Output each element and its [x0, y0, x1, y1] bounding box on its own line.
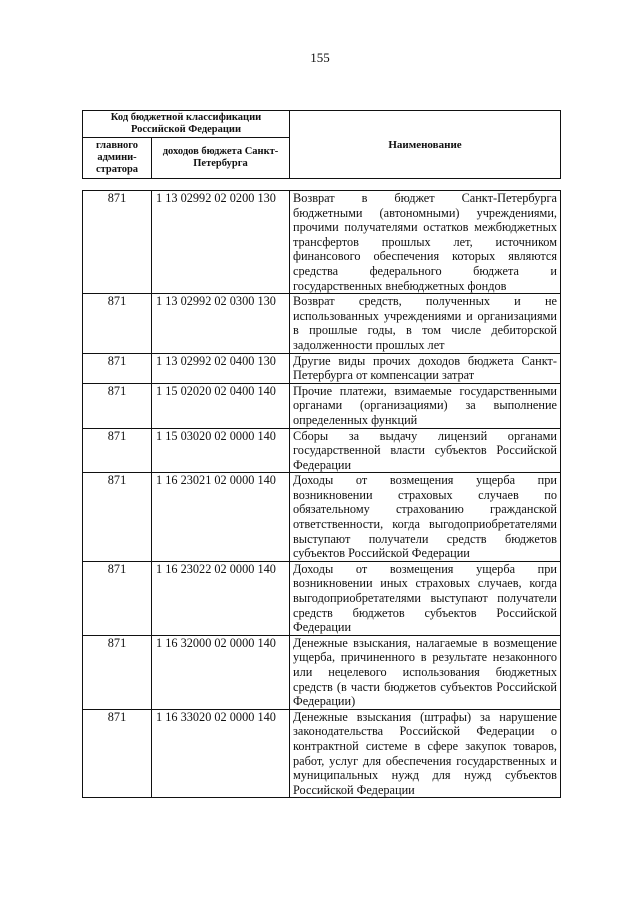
row-income-code: 1 15 03020 02 0000 140 — [152, 428, 290, 473]
row-income-code: 1 16 32000 02 0000 140 — [152, 635, 290, 709]
row-name: Доходы от возмещения ущерба при возникновении страховых случаев по обязательному страхованию гражданской ответственности, когда выгодоприобретателями выступают получатели средств бюджетов субъектов Российской Федерации — [290, 473, 561, 562]
row-admin-code: 871 — [83, 473, 152, 562]
table-row — [83, 428, 561, 473]
row-admin-code: 871 — [83, 709, 152, 798]
row-income-code: 1 15 02020 02 0400 140 — [152, 383, 290, 428]
row-income-code: 1 16 23022 02 0000 140 — [152, 561, 290, 635]
header-group-title: Код бюджетной классификации Российской Федерации — [83, 111, 290, 138]
table-row — [83, 294, 561, 353]
row-income-code: 1 13 02992 02 0400 130 — [152, 353, 290, 383]
row-admin-code: 871 — [83, 635, 152, 709]
row-name: Денежные взыскания (штрафы) за нарушение законодательства Российской Федерации о контрактной системе в сфере закупок товаров, работ, услуг для обеспечения государственных и муниципальных нужд для нужд субъектов Российской Федерации — [290, 709, 561, 798]
row-income-code: 1 13 02992 02 0200 130 — [152, 191, 290, 294]
row-name: Сборы за выдачу лицензий органами государственной власти субъектов Российской Федерации — [290, 428, 561, 473]
table-row — [83, 635, 561, 709]
row-admin-code: 871 — [83, 561, 152, 635]
header-col-name: Наименование — [290, 111, 561, 179]
row-name: Возврат в бюджет Санкт-Петербурга бюджетными (автономными) учреждениями, прочими получателями остатков межбюджетных трансфертов прошлых лет, источником финансового обеспечения которых являются средства федерального бюджета и государственных внебюджетных фондов — [290, 191, 561, 294]
row-admin-code: 871 — [83, 383, 152, 428]
row-income-code: 1 16 23021 02 0000 140 — [152, 473, 290, 562]
header-col-admin: главного админи-стратора — [83, 138, 152, 179]
row-income-code: 1 16 33020 02 0000 140 — [152, 709, 290, 798]
row-name: Возврат средств, полученных и не использованных учреждениями и организациями в прошлые годы, в том числе дебиторской задолженности прошлых лет — [290, 294, 561, 353]
row-admin-code: 871 — [83, 191, 152, 294]
row-name: Денежные взыскания, налагаемые в возмещение ущерба, причиненного в результате незаконного или нецелевого использования бюджетных средств (в части бюджетов субъектов Российской Федерации) — [290, 635, 561, 709]
row-admin-code: 871 — [83, 294, 152, 353]
row-name: Доходы от возмещения ущерба при возникновении иных страховых случаев, когда выгодоприобретателями выступают получатели средств бюджетов субъектов Российской Федерации — [290, 561, 561, 635]
table-row — [83, 473, 561, 562]
page-number: 155 — [310, 50, 330, 65]
table-row — [83, 709, 561, 798]
row-admin-code: 871 — [83, 428, 152, 473]
table-header — [82, 110, 561, 179]
table-row — [83, 353, 561, 383]
row-name: Прочие платежи, взимаемые государственными органами (организациями) за выполнение определенных функций — [290, 383, 561, 428]
row-income-code: 1 13 02992 02 0300 130 — [152, 294, 290, 353]
table-row — [83, 191, 561, 294]
classification-table — [82, 190, 561, 798]
table-row — [83, 561, 561, 635]
row-admin-code: 871 — [83, 353, 152, 383]
table-body — [83, 191, 561, 798]
row-name: Другие виды прочих доходов бюджета Санкт-Петербурга от компенсации затрат — [290, 353, 561, 383]
header-col-income: доходов бюджета Санкт-Петербурга — [152, 138, 290, 179]
table-row — [83, 383, 561, 428]
